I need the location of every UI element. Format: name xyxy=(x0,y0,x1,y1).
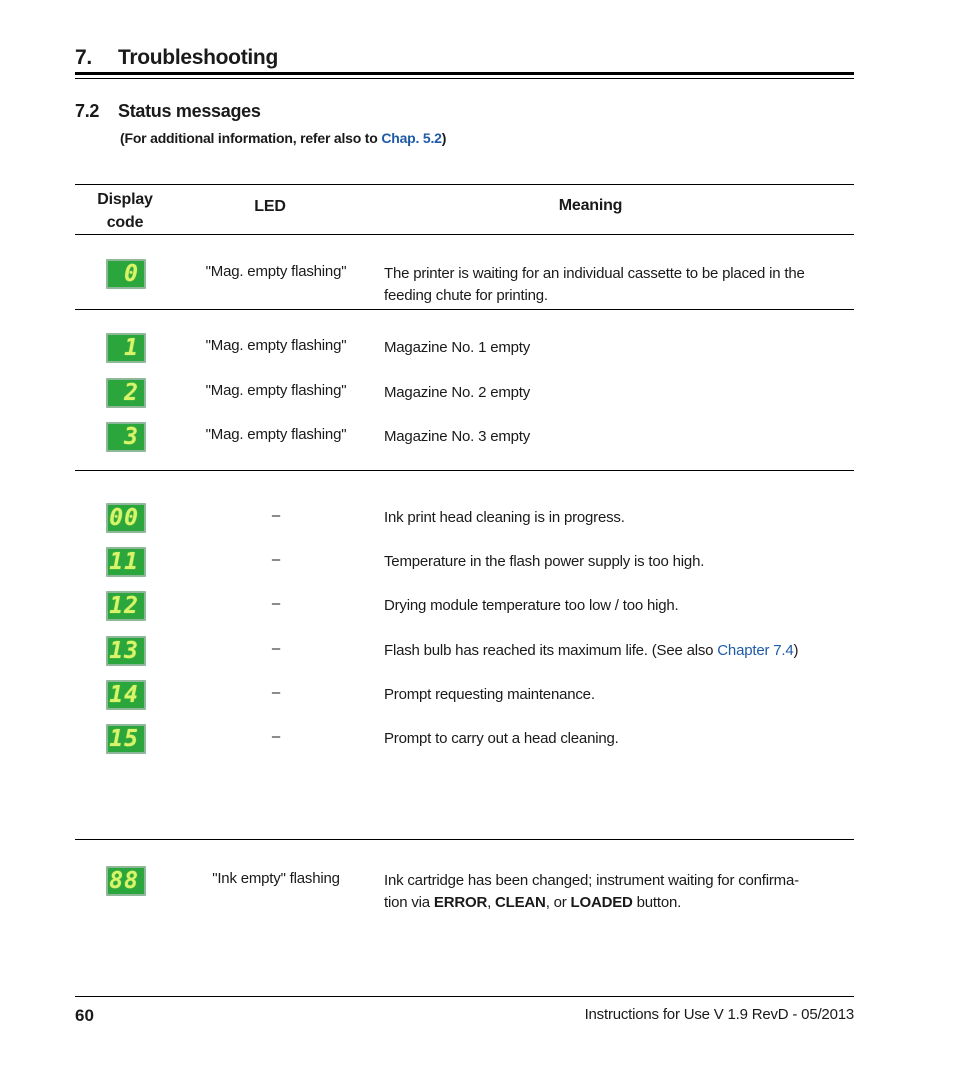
reference-note xyxy=(120,130,446,146)
meaning-text: Drying module temperature too low / too high. xyxy=(384,597,679,614)
table-row xyxy=(0,866,954,911)
group-divider xyxy=(75,839,854,840)
chapter-title: Troubleshooting xyxy=(118,46,278,69)
heading-rule-thick xyxy=(75,72,854,75)
led-state: – xyxy=(271,728,281,745)
header-led: LED xyxy=(254,198,286,215)
chapter-heading xyxy=(75,46,278,70)
display-code-11: 11 xyxy=(106,547,146,577)
chapter-number: 7. xyxy=(75,46,92,69)
group-divider xyxy=(75,309,854,310)
meaning-line-2: tion via xyxy=(384,894,434,911)
led-state: "Mag. empty flashing" xyxy=(205,263,347,280)
meaning-line-1: Ink cartridge has been changed; instrument waiting for confirma- xyxy=(384,872,799,889)
led-state: – xyxy=(271,595,281,612)
meaning-prefix: Flash bulb has reached its maximum life. (See also xyxy=(384,642,718,659)
meaning-suffix: ) xyxy=(793,642,799,659)
led-state: "Mag. empty flashing" xyxy=(205,426,347,443)
display-code-13: 13 xyxy=(106,636,146,666)
table-row xyxy=(0,333,954,363)
clean-button-label: CLEAN xyxy=(495,894,546,911)
led-state: "Mag. empty flashing" xyxy=(205,337,347,354)
display-code-0: 0 xyxy=(106,259,146,289)
table-row xyxy=(0,636,954,666)
separator: , or xyxy=(545,894,571,911)
led-state: "Mag. empty flashing" xyxy=(205,382,347,399)
meaning-text: Magazine No. 1 empty xyxy=(384,339,531,356)
meaning-text xyxy=(384,640,854,662)
footer-rule xyxy=(75,996,854,997)
table-row xyxy=(0,259,954,304)
led-state: – xyxy=(271,640,281,657)
header-display-code: Display code xyxy=(97,191,153,231)
table-row xyxy=(0,422,954,452)
display-code-88: 88 xyxy=(106,866,146,896)
separator: , xyxy=(487,894,496,911)
section-number: 7.2 xyxy=(75,101,100,121)
table-row xyxy=(0,503,954,533)
group-divider xyxy=(75,470,854,471)
note-suffix: ) xyxy=(441,130,447,146)
display-code-2: 2 xyxy=(106,378,146,408)
meaning-text: Temperature in the flash power supply is too high. xyxy=(384,553,705,570)
header-meaning: Meaning xyxy=(558,197,623,214)
display-code-14: 14 xyxy=(106,680,146,710)
display-code-1: 1 xyxy=(106,333,146,363)
note-prefix: (For additional information, refer also to xyxy=(120,130,382,146)
meaning-text: Prompt requesting maintenance. xyxy=(384,686,595,703)
meaning-text: Ink print head cleaning is in progress. xyxy=(384,509,625,526)
page-number: 60 xyxy=(75,1006,94,1025)
header-bottom-rule xyxy=(75,234,854,235)
table-row xyxy=(0,724,954,754)
meaning-text: Magazine No. 2 empty xyxy=(384,384,531,401)
led-state: – xyxy=(271,684,281,701)
display-code-3: 3 xyxy=(106,422,146,452)
table-row xyxy=(0,378,954,408)
meaning-text: The printer is waiting for an individual cassette to be placed in the feeding chute for printing. xyxy=(384,265,805,304)
loaded-button-label: LOADED xyxy=(570,894,633,911)
heading-rule-thin xyxy=(75,78,854,79)
document-version: Instructions for Use V 1.9 RevD - 05/2013 xyxy=(584,1006,854,1023)
display-code-12: 12 xyxy=(106,591,146,621)
chapter-7-4-link[interactable]: Chapter 7.4 xyxy=(717,642,794,659)
table-row xyxy=(0,547,954,577)
display-code-00: 00 xyxy=(106,503,146,533)
meaning-text: Prompt to carry out a head cleaning. xyxy=(384,730,619,747)
led-state: – xyxy=(271,551,281,568)
section-title: Status messages xyxy=(118,101,261,121)
meaning-text xyxy=(384,870,854,914)
error-button-label: ERROR xyxy=(433,894,488,911)
table-row xyxy=(0,680,954,710)
led-state: "Ink empty" flashing xyxy=(212,870,340,887)
table-top-rule xyxy=(75,184,854,185)
chap-5-2-link[interactable]: Chap. 5.2 xyxy=(381,130,442,146)
meaning-end: button. xyxy=(632,894,682,911)
table-row xyxy=(0,591,954,621)
section-heading xyxy=(75,101,261,122)
led-state: – xyxy=(271,507,281,524)
display-code-15: 15 xyxy=(106,724,146,754)
meaning-text: Magazine No. 3 empty xyxy=(384,428,531,445)
